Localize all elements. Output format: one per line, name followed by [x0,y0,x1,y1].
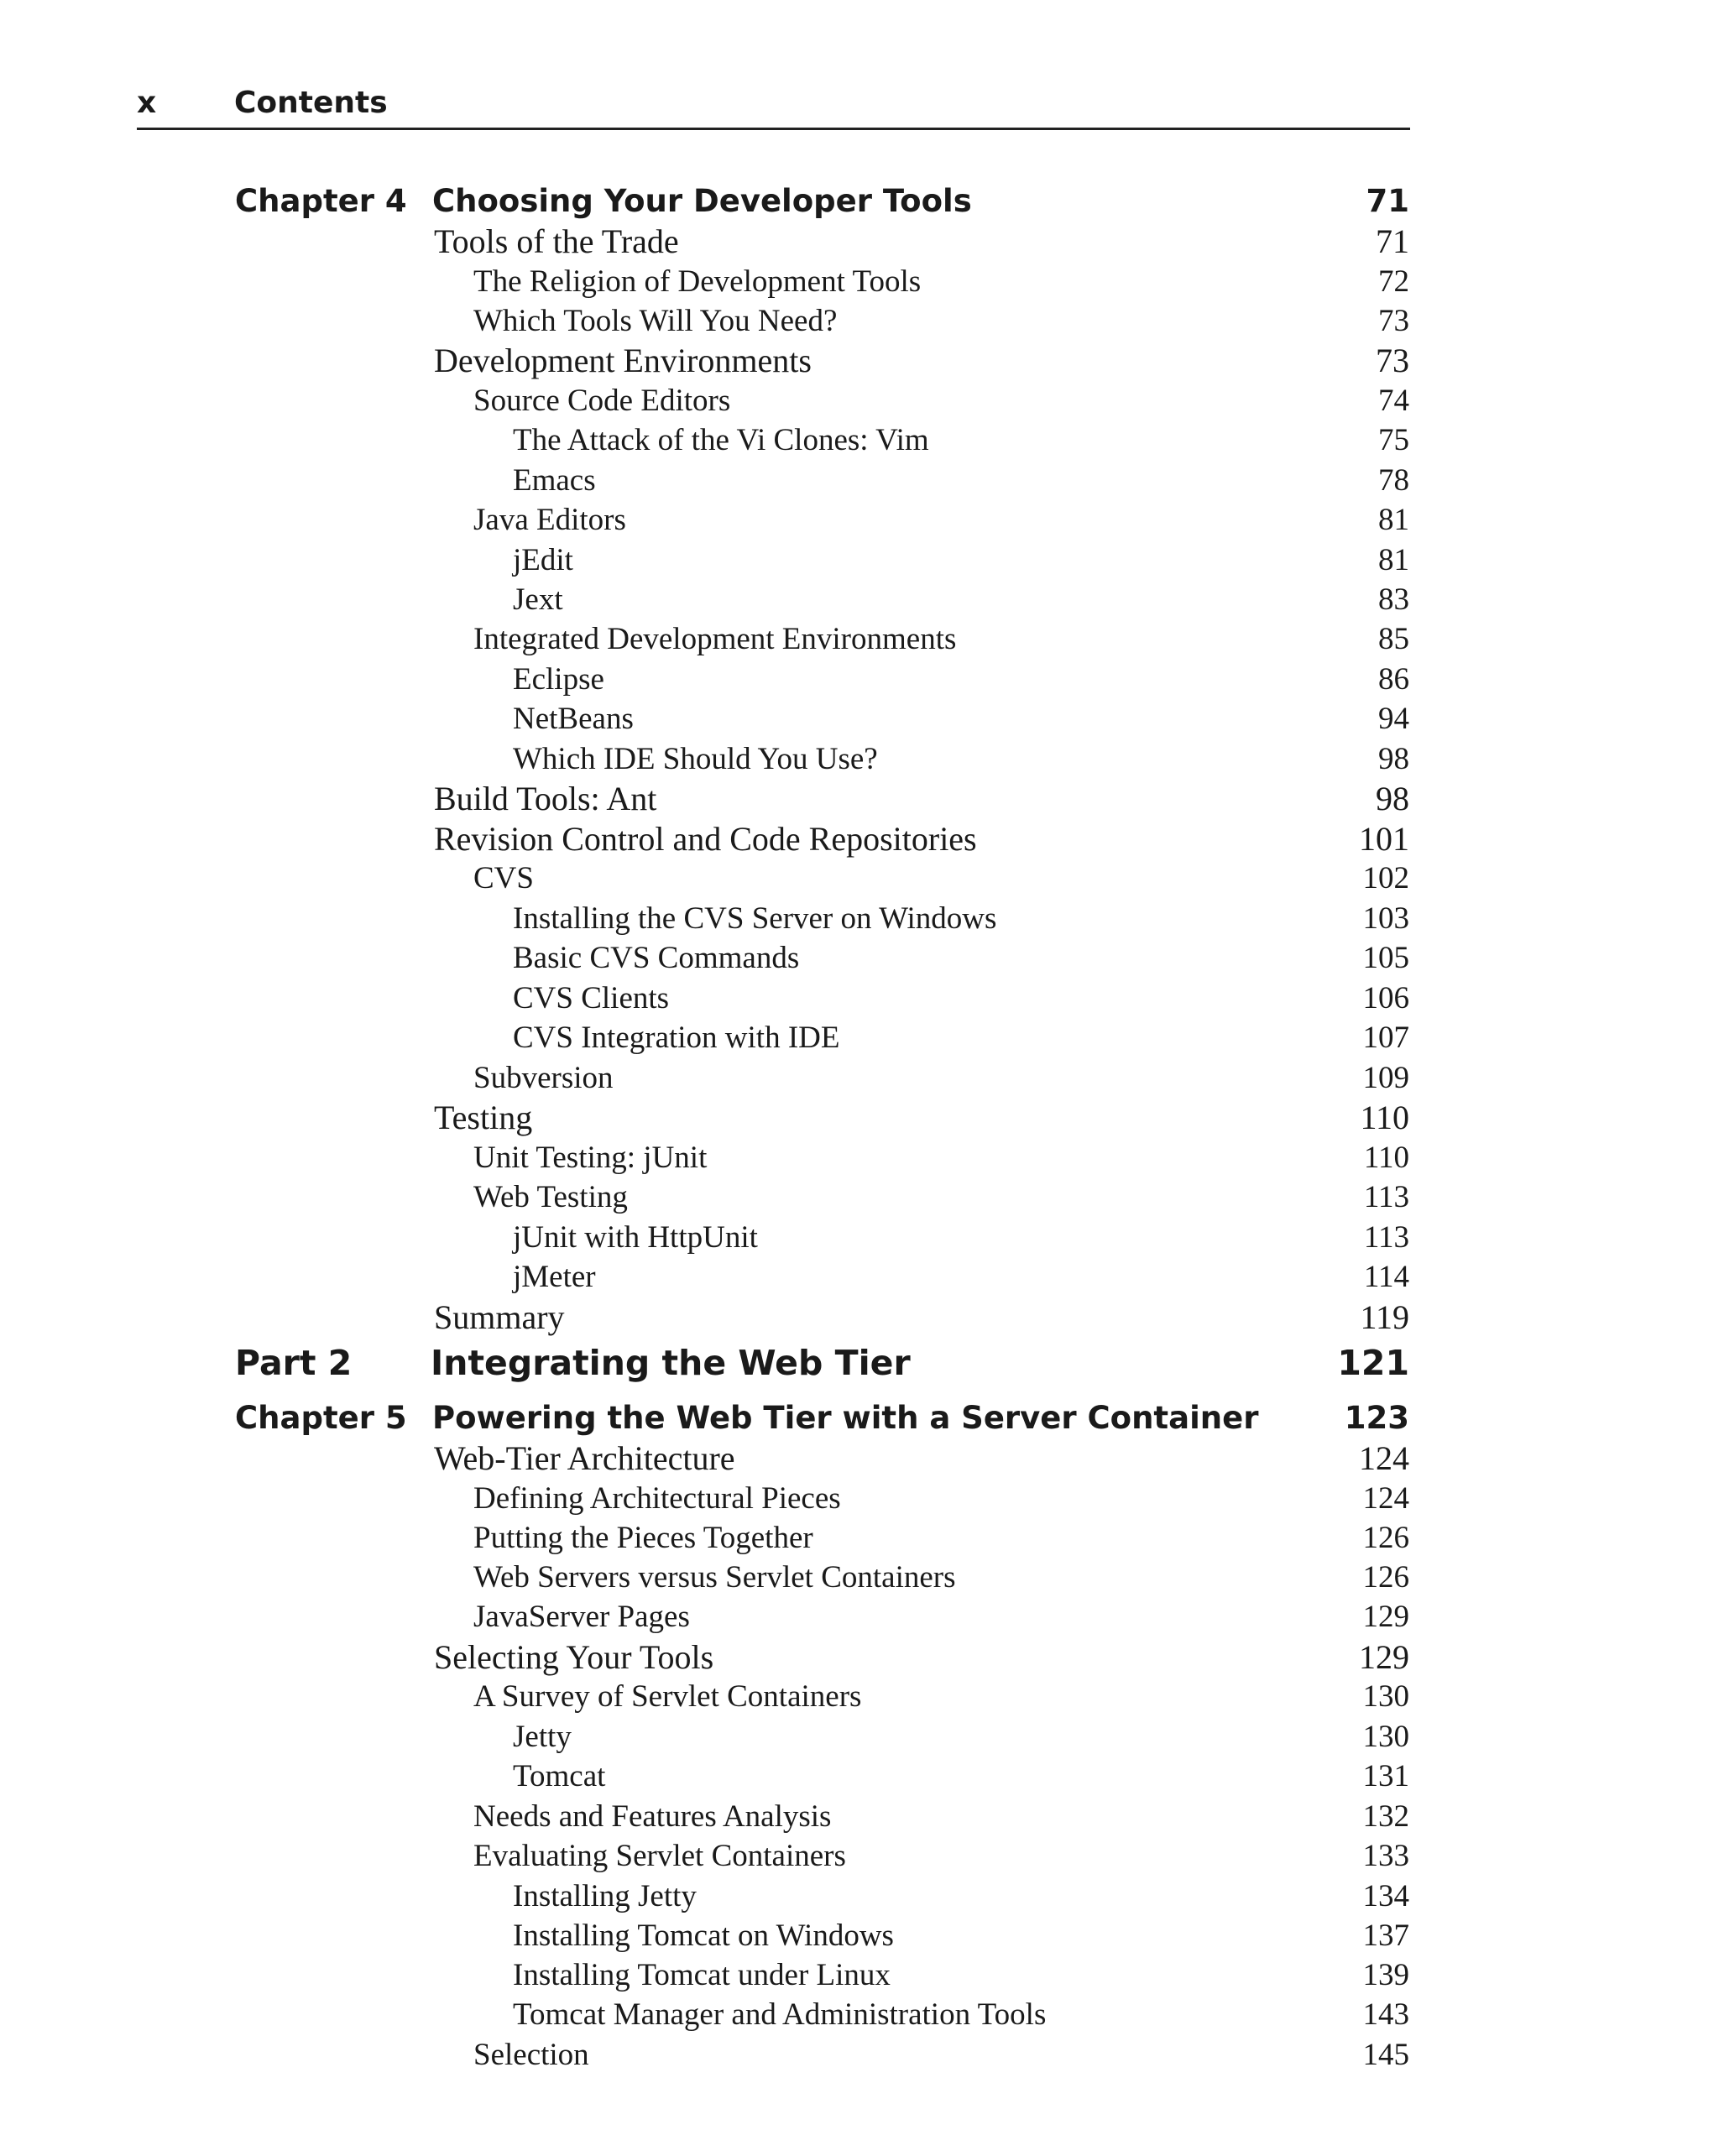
entry-page-number: 98 [1376,780,1409,817]
toc-entry [0,1955,1719,1995]
entry-page-number: 145 [1362,2038,1409,2072]
part-label: Part 2 [235,1343,353,1383]
entry-page-number: 107 [1362,1021,1409,1055]
chapter-label: Chapter 4 [235,183,407,219]
entry-page-number: 113 [1363,1220,1409,1255]
entry-page-number: 109 [1362,1061,1409,1095]
entry-title: Development Environments [434,342,812,379]
entry-title: Tomcat Manager and Administration Tools [513,1997,1047,2032]
entry-title: The Attack of the Vi Clones: Vim [513,423,929,457]
chapter-label: Chapter 5 [235,1400,407,1436]
entry-title: jUnit with HttpUnit [513,1220,758,1255]
entry-page-number: 124 [1362,1481,1409,1516]
entry-page-number: 126 [1362,1521,1409,1555]
entry-page-number: 74 [1378,384,1409,418]
toc-entry [0,262,1719,301]
entry-title: Evaluating Servlet Containers [473,1839,846,1873]
toc-entry [0,1677,1719,1716]
entry-title: Web Servers versus Servlet Containers [473,1560,956,1595]
toc-entry [0,938,1719,978]
toc-chapter-heading [0,1398,1719,1438]
entry-title: Jetty [513,1720,572,1754]
toc-entry [0,699,1719,739]
toc-entry [0,1995,1719,2034]
entry-title: Choosing Your Developer Tools [432,183,972,219]
entry-page-number: 73 [1376,342,1409,379]
entry-title: A Survey of Servlet Containers [473,1679,862,1714]
toc-entry [0,1637,1719,1677]
entry-page-number: 143 [1362,1997,1409,2032]
toc-entry [0,1597,1719,1637]
toc-entry [0,301,1719,341]
entry-title: CVS [473,861,534,895]
toc-entry [0,1877,1719,1916]
entry-page-number: 71 [1366,183,1409,219]
entry-page-number: 113 [1363,1180,1409,1214]
toc-entry [0,381,1719,420]
toc-entry [0,899,1719,938]
entry-title: Needs and Features Analysis [473,1799,832,1834]
toc-entry [0,540,1719,580]
toc-entry [0,739,1719,779]
entry-page-number: 114 [1363,1260,1409,1294]
toc-entry [0,660,1719,699]
entry-page-number: 130 [1362,1720,1409,1754]
entry-page-number: 94 [1378,702,1409,736]
entry-page-number: 110 [1363,1141,1409,1175]
entry-page-number: 124 [1359,1439,1409,1477]
toc-entry [0,1257,1719,1297]
entry-title: Jext [513,582,563,617]
toc-entry [0,1518,1719,1558]
toc-chapter-heading [0,181,1719,221]
entry-page-number: 130 [1362,1679,1409,1714]
entry-title: Selection [473,2038,589,2072]
entry-page-number: 132 [1362,1799,1409,1834]
entry-page-number: 98 [1378,742,1409,776]
entry-page-number: 139 [1362,1958,1409,1992]
entry-title: Eclipse [513,662,604,697]
entry-page-number: 103 [1362,901,1409,936]
entry-title: Installing Jetty [513,1879,697,1913]
entry-page-number: 131 [1362,1759,1409,1793]
toc-entry [0,461,1719,500]
entry-title: Revision Control and Code Repositories [434,820,977,858]
toc-entry [0,1558,1719,1597]
entry-page-number: 106 [1362,981,1409,1015]
toc-entry [0,1479,1719,1518]
entry-page-number: 129 [1359,1638,1409,1676]
entry-page-number: 101 [1359,820,1409,858]
entry-title: jEdit [513,543,573,577]
toc-entry [0,1058,1719,1098]
toc-entry [0,222,1719,261]
toc-entry [0,1098,1719,1137]
toc-entry [0,1717,1719,1757]
entry-title: Installing the CVS Server on Windows [513,901,997,936]
entry-page-number: 126 [1362,1560,1409,1595]
entry-title: Which Tools Will You Need? [473,304,838,338]
entry-page-number: 73 [1378,304,1409,338]
toc-entry [0,420,1719,460]
entry-title: CVS Integration with IDE [513,1021,840,1055]
entry-page-number: 71 [1376,222,1409,260]
entry-title: Unit Testing: jUnit [473,1141,708,1175]
entry-title: Integrated Development Environments [473,622,957,656]
toc-entry [0,1916,1719,1955]
entry-title: Putting the Pieces Together [473,1521,813,1555]
entry-title: Summary [434,1298,565,1336]
entry-title: Basic CVS Commands [513,941,800,975]
entry-title: JavaServer Pages [473,1600,690,1634]
entry-page-number: 81 [1378,543,1409,577]
entry-page-number: 81 [1378,503,1409,537]
entry-title: Emacs [513,463,596,498]
toc-entry [0,1797,1719,1836]
toc-entry [0,1438,1719,1478]
toc-entry [0,1218,1719,1257]
page-number: x [137,86,157,120]
toc-entry [0,979,1719,1018]
entry-title: Tools of the Trade [434,222,679,260]
entry-page-number: 85 [1378,622,1409,656]
entry-title: The Religion of Development Tools [473,264,922,299]
toc-entry [0,779,1719,818]
entry-page-number: 123 [1344,1400,1409,1436]
entry-page-number: 119 [1360,1298,1409,1336]
entry-title: Tomcat [513,1759,606,1793]
entry-title: Selecting Your Tools [434,1638,714,1676]
toc-entry [0,1177,1719,1217]
entry-page-number: 110 [1360,1099,1409,1136]
toc-entry [0,1757,1719,1796]
toc-entry [0,619,1719,659]
entry-title: Web Testing [473,1180,628,1214]
toc-entry [0,341,1719,380]
entry-title: Java Editors [473,503,626,537]
entry-title: Subversion [473,1061,614,1095]
toc-entry [0,500,1719,540]
toc-entry [0,1297,1719,1337]
toc-entry [0,2035,1719,2075]
entry-title: Web-Tier Architecture [434,1439,735,1477]
entry-title: Integrating the Web Tier [431,1343,911,1383]
entry-title: Powering the Web Tier with a Server Container [432,1400,1259,1436]
entry-page-number: 137 [1362,1918,1409,1953]
entry-page-number: 129 [1362,1600,1409,1634]
entry-title: CVS Clients [513,981,670,1015]
entry-page-number: 86 [1378,662,1409,697]
entry-page-number: 134 [1362,1879,1409,1913]
toc-entry [0,819,1719,859]
toc-entry [0,859,1719,898]
entry-page-number: 133 [1362,1839,1409,1873]
entry-title: Installing Tomcat on Windows [513,1918,894,1953]
entry-page-number: 121 [1337,1343,1409,1383]
entry-page-number: 72 [1378,264,1409,299]
entry-title: NetBeans [513,702,634,736]
entry-page-number: 102 [1362,861,1409,895]
toc-part-heading [0,1344,1719,1383]
entry-title: Installing Tomcat under Linux [513,1958,891,1992]
toc-entry [0,1836,1719,1876]
entry-page-number: 105 [1362,941,1409,975]
toc-entry [0,1018,1719,1057]
entry-title: Source Code Editors [473,384,731,418]
entry-page-number: 75 [1378,423,1409,457]
running-title: Contents [234,86,388,120]
entry-title: jMeter [513,1260,596,1294]
entry-title: Testing [434,1099,533,1136]
entry-title: Which IDE Should You Use? [513,742,878,776]
toc-entry [0,580,1719,619]
entry-title: Defining Architectural Pieces [473,1481,841,1516]
entry-page-number: 83 [1378,582,1409,617]
entry-page-number: 78 [1378,463,1409,498]
toc-entry [0,1138,1719,1177]
entry-title: Build Tools: Ant [434,780,657,817]
